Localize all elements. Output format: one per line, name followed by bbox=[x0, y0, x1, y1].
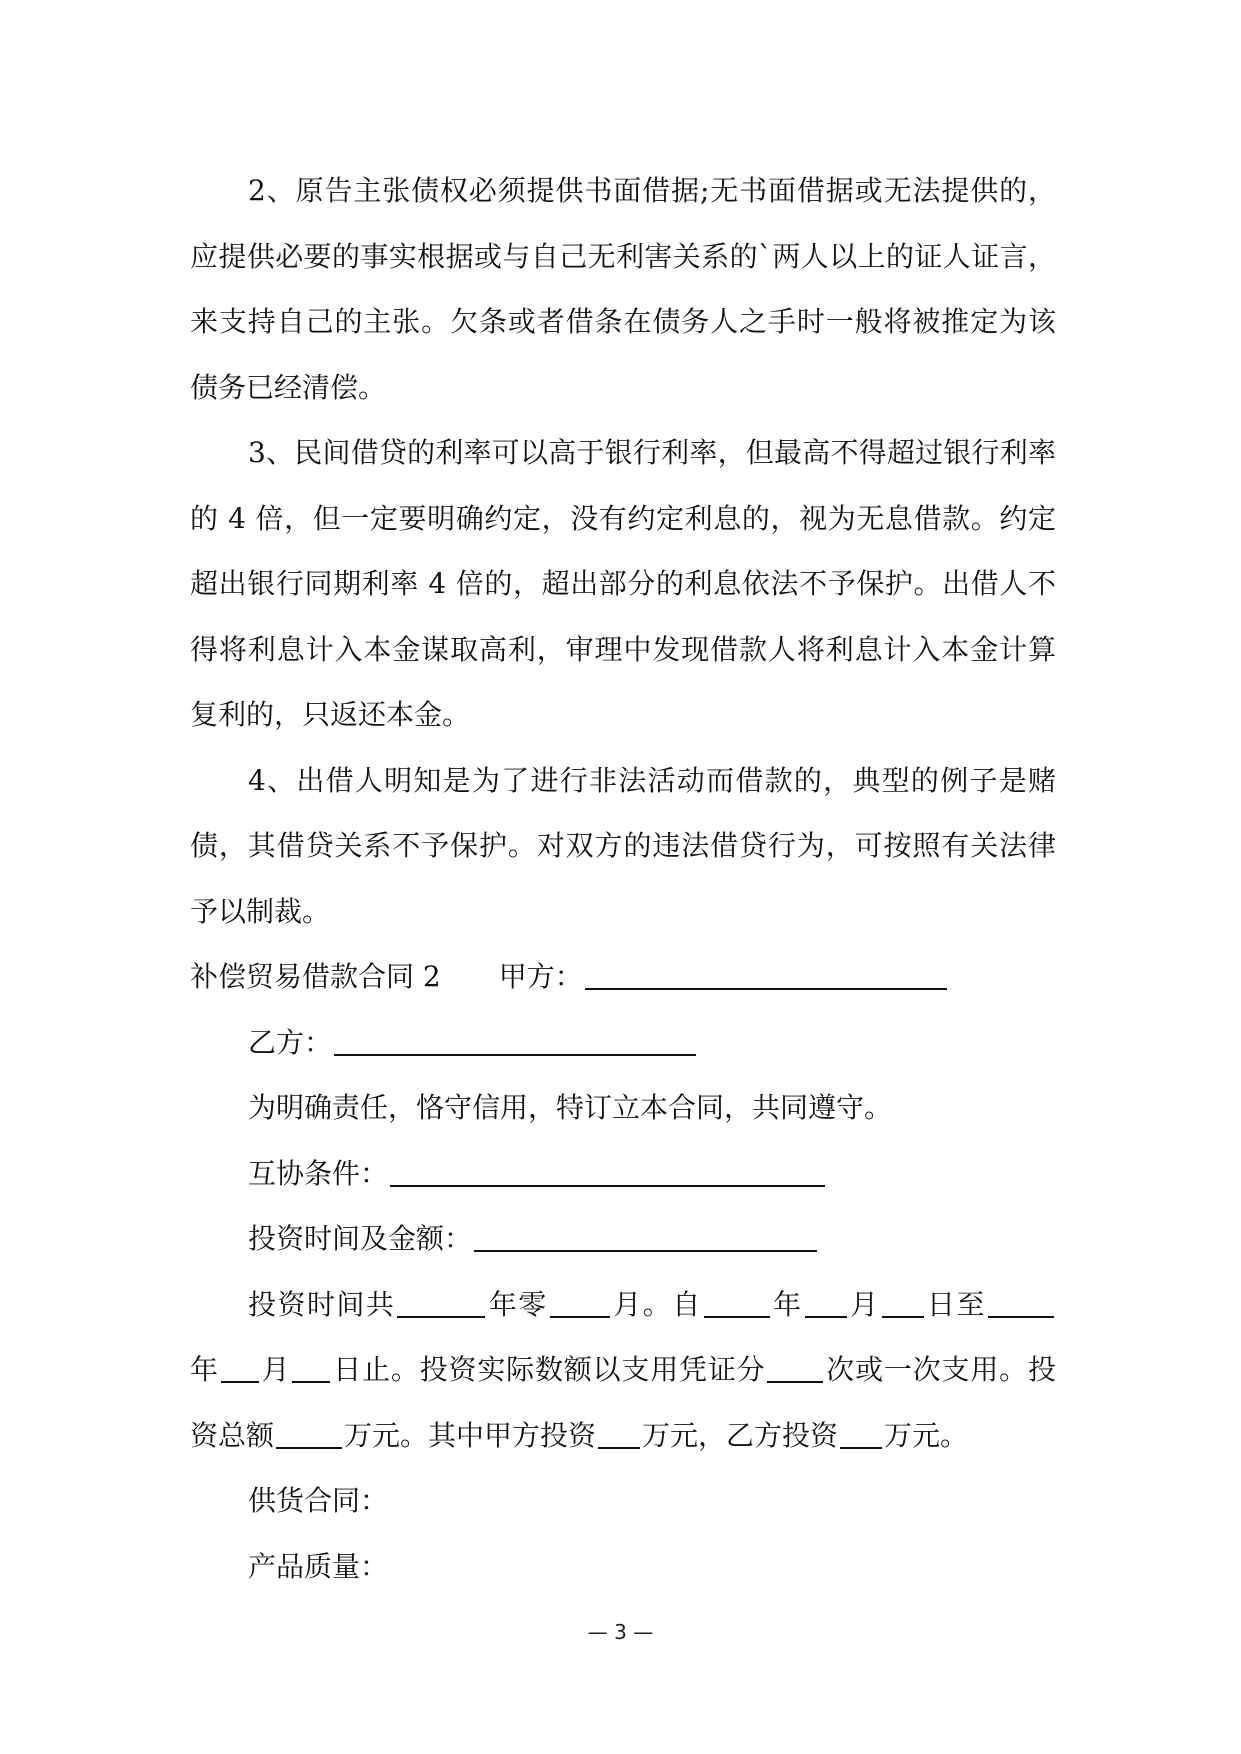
invest-text: 万元。 bbox=[884, 1418, 969, 1452]
document-body bbox=[190, 158, 1056, 1599]
mutual-terms-label: 互协条件： bbox=[248, 1156, 389, 1190]
product-quality-label: 产品质量： bbox=[248, 1549, 389, 1583]
blank-start-month bbox=[805, 1292, 847, 1318]
contract-intro: 为明确责任，恪守信用，特订立本合同，共同遵守。 bbox=[248, 1091, 893, 1124]
blank-months bbox=[550, 1292, 610, 1318]
blank-party-b-investment bbox=[840, 1423, 882, 1449]
investment-details bbox=[190, 1272, 1056, 1469]
party-b-label: 乙方： bbox=[248, 1025, 333, 1059]
invest-text: 月 bbox=[848, 1287, 880, 1321]
invest-text: 年零 bbox=[487, 1287, 548, 1321]
invest-text: 月。自 bbox=[611, 1287, 702, 1321]
invest-text: 年 bbox=[771, 1287, 803, 1321]
investment-time-amount-line bbox=[190, 1206, 1056, 1272]
investment-time-amount-blank bbox=[474, 1226, 817, 1252]
party-b-blank bbox=[334, 1030, 696, 1056]
party-a-label: 甲方： bbox=[498, 960, 583, 993]
invest-text: 投资时间共 bbox=[248, 1287, 396, 1321]
paragraph-4: 4、出借人明知是为了进行非法活动而借款的，典型的例子是赌债，其借贷关系不予保护。对双方的违法借贷行为，可按照有关法律予以制裁。 bbox=[190, 763, 1056, 928]
page-number: — 3 — bbox=[587, 1620, 654, 1644]
blank-installments bbox=[767, 1357, 823, 1383]
invest-text: 月 bbox=[260, 1353, 291, 1386]
mutual-terms-blank bbox=[390, 1161, 825, 1187]
blank-end-year bbox=[988, 1292, 1054, 1318]
mutual-terms-line bbox=[190, 1141, 1056, 1207]
blank-end-day bbox=[292, 1357, 330, 1383]
blank-total-amount bbox=[276, 1423, 342, 1449]
party-a-blank bbox=[585, 964, 947, 990]
paragraph-2: 2、原告主张债权必须提供书面借据;无书面借据或无法提供的，应提供必要的事实根据或与自己无利害关系的`两人以上的证人证言，来支持自己的主张。欠条或者借条在债务人之手时一般将被推定为该债务已经清偿。 bbox=[190, 174, 1056, 404]
blank-start-day bbox=[882, 1292, 924, 1318]
blank-end-month bbox=[221, 1357, 259, 1383]
invest-text: 年 bbox=[190, 1353, 219, 1386]
invest-text: 万元，乙方投资 bbox=[642, 1418, 839, 1452]
invest-text: 日至 bbox=[925, 1287, 986, 1321]
contract-title: 补偿贸易借款合同 2 bbox=[190, 960, 441, 993]
invest-text: 次或一次支用。投资总额 bbox=[190, 1353, 1056, 1452]
party-b-line bbox=[190, 1010, 1056, 1076]
invest-text: 万元。其中甲方投资 bbox=[344, 1418, 597, 1452]
blank-years bbox=[397, 1292, 485, 1318]
paragraph-3: 3、民间借贷的利率可以高于银行利率，但最高不得超过银行利率的 4 倍，但一定要明确约定，没有约定利息的，视为无息借款。约定超出银行同期利率 4 倍的，超出部分的利息依法不予保护。出借人不得将利息计入本金谋取高利，审理中发现借款人将利息计入本金计算复利的，只返还本金。 bbox=[190, 436, 1056, 731]
supply-contract-label: 供货合同： bbox=[248, 1484, 389, 1517]
invest-text: 日止。投资实际数额以支用凭证分 bbox=[332, 1353, 766, 1386]
blank-party-a-investment bbox=[598, 1423, 640, 1449]
contract-title-line bbox=[190, 944, 1056, 1010]
blank-start-year bbox=[704, 1292, 770, 1318]
investment-time-amount-label: 投资时间及金额： bbox=[248, 1222, 473, 1255]
